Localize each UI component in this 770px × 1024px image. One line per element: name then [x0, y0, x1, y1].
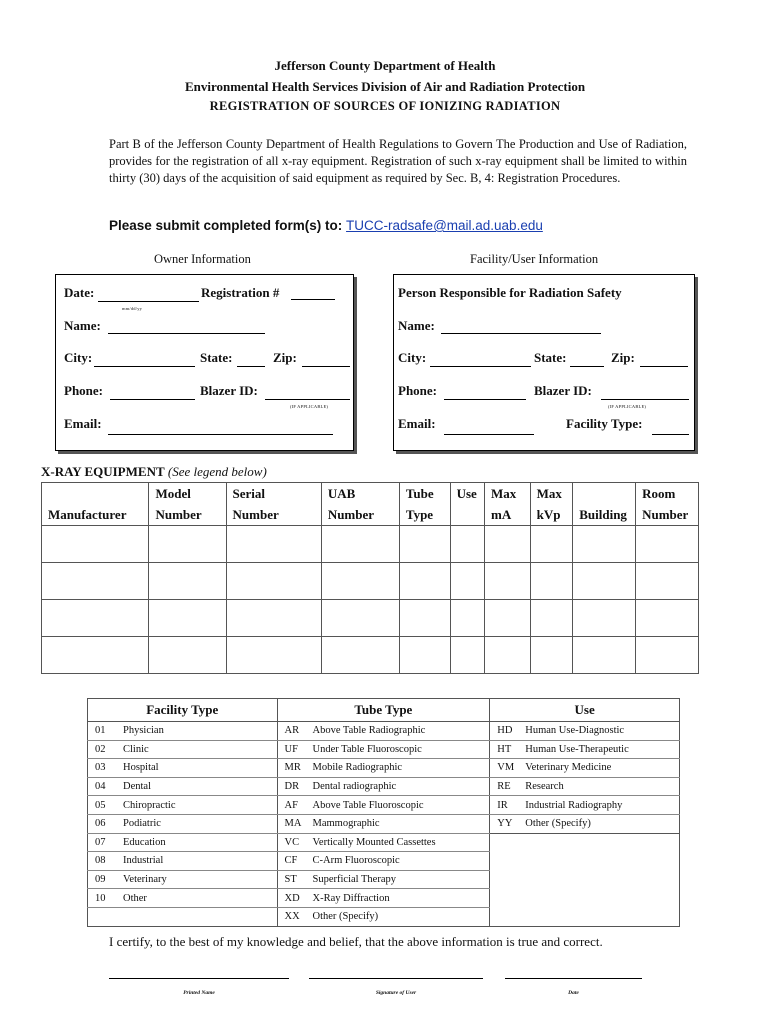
legend-code: 09 [95, 874, 106, 886]
legend-use-cell [490, 740, 680, 759]
legend-code: XX [284, 911, 300, 923]
equipment-cell[interactable] [636, 526, 699, 563]
legend-code: 07 [95, 836, 106, 848]
legend-label: Other (Specify) [312, 911, 379, 923]
facility-zip-field[interactable] [640, 366, 688, 367]
legend-label: Education [123, 836, 166, 848]
col-max-kvp: Max kVp [530, 483, 573, 526]
owner-phone-label: Phone: [64, 383, 103, 398]
facility-phone-label: Phone: [398, 383, 437, 398]
legend-label: Industrial Radiography [525, 799, 623, 811]
legend-use-cell [490, 852, 680, 871]
header-line-3: REGISTRATION OF SOURCES OF IONIZING RADIATION [209, 99, 561, 113]
legend-use-cell [490, 889, 680, 908]
legend-row [88, 722, 680, 741]
legend-label: Human Use-Therapeutic [525, 743, 629, 755]
intro-paragraph: Part B of the Jefferson County Department of Health Regulations to Govern The Production and Use of Radiation, provides for the registration of all x-ray equipment. Registration of such x-ray equipment shall be limited to within thirty (30) days of the acquisition of said equipment as required by Sec. B, 4: Registration Procedures. [109, 137, 687, 185]
legend-code: 03 [95, 762, 106, 774]
legend-code: 10 [95, 892, 106, 904]
submit-email-link[interactable]: TUCC-radsafe@mail.ad.uab.edu [346, 218, 543, 233]
col-serial-number: Serial Number [226, 483, 321, 526]
legend-label: Dental radiographic [312, 781, 397, 793]
equipment-cell[interactable] [530, 526, 573, 563]
legend-body [88, 722, 680, 927]
legend-label: Industrial [123, 855, 164, 867]
equipment-cell[interactable] [450, 563, 484, 600]
legend-code: 04 [95, 781, 106, 793]
submit-label: Please submit completed form(s) to [109, 218, 338, 233]
owner-city-label: City: [64, 350, 93, 365]
facility-info-title: Facility/User Information [470, 252, 599, 266]
signature-label: Signature of User [375, 990, 417, 996]
legend-row [88, 814, 680, 833]
equipment-table [41, 482, 699, 674]
owner-date-hint: mm/dd/yy [122, 306, 143, 311]
equipment-cell[interactable] [485, 563, 531, 600]
owner-registration-label: Registration # [201, 285, 280, 300]
legend-label: Hospital [123, 762, 159, 774]
equipment-cell[interactable] [450, 526, 484, 563]
legend-label: Dental [123, 781, 151, 793]
legend-tube-type-cell [277, 759, 490, 778]
legend-label: Research [525, 781, 564, 793]
col-manufacturer: Manufacturer [42, 483, 149, 526]
equipment-cell[interactable] [149, 526, 226, 563]
legend-tube-type-cell [277, 740, 490, 759]
col-room-number: Room Number [636, 483, 699, 526]
legend-header-tube-type: Tube Type [277, 699, 490, 722]
legend-code: VM [497, 762, 515, 774]
equipment-cell[interactable] [226, 563, 321, 600]
col-building: Building [573, 483, 636, 526]
legend-tube-type-cell [277, 722, 490, 741]
legend-code: UF [284, 743, 298, 755]
facility-name-label: Name: [398, 318, 435, 333]
facility-city-label: City: [398, 350, 427, 365]
legend-code: AR [284, 725, 300, 737]
facility-blazer-field[interactable] [601, 399, 689, 400]
legend-code: MA [284, 818, 302, 830]
legend-use-cell [490, 833, 680, 852]
legend-code: HT [497, 743, 512, 755]
legend-row [88, 870, 680, 889]
facility-info-box [393, 274, 695, 451]
legend-tube-type-cell [277, 852, 490, 871]
legend-label: Mammographic [312, 818, 380, 830]
equipment-cell[interactable] [450, 600, 484, 637]
legend-code: 06 [95, 818, 106, 830]
equipment-cell[interactable] [636, 637, 699, 674]
legend-label: Veterinary Medicine [525, 762, 612, 774]
legend-tube-type-cell [277, 870, 490, 889]
legend-code: 05 [95, 799, 106, 811]
facility-type-label: Facility Type: [566, 416, 643, 431]
owner-date-field[interactable] [98, 301, 199, 302]
legend-label: Mobile Radiographic [312, 762, 403, 774]
legend-row [88, 833, 680, 852]
legend-code: ST [284, 874, 297, 886]
owner-blazer-label: Blazer ID: [200, 383, 258, 398]
owner-name-field[interactable] [108, 333, 265, 334]
legend-row [88, 907, 680, 926]
owner-registration-field[interactable] [291, 299, 335, 300]
facility-zip-label: Zip: [611, 350, 635, 365]
legend-label: Podiatric [123, 818, 161, 830]
owner-zip-field[interactable] [302, 366, 350, 367]
owner-zip-label: Zip: [273, 350, 297, 365]
equipment-cell[interactable] [42, 637, 149, 674]
legend-use-cell [490, 759, 680, 778]
legend-tube-type-cell [277, 796, 490, 815]
legend-use-cell [490, 796, 680, 815]
equipment-cell[interactable] [42, 526, 149, 563]
legend-facility-type-cell [88, 870, 278, 889]
legend-use-cell [490, 777, 680, 796]
legend-label: Under Table Fluoroscopic [312, 743, 422, 755]
equipment-cell[interactable] [399, 600, 450, 637]
legend-header-facility-type: Facility Type [88, 699, 278, 722]
legend-facility-type-cell [88, 814, 278, 833]
equipment-cell[interactable] [399, 563, 450, 600]
legend-code: XD [284, 892, 300, 904]
equipment-cell[interactable] [485, 637, 531, 674]
equipment-cell[interactable] [149, 600, 226, 637]
facility-state-label: State: [534, 350, 567, 365]
owner-name-label: Name: [64, 318, 101, 333]
legend-label: Above Table Radiographic [312, 725, 426, 737]
legend-code: MR [284, 762, 301, 774]
legend-tube-type-cell [277, 814, 490, 833]
legend-facility-type-cell [88, 740, 278, 759]
equipment-cell[interactable] [573, 637, 636, 674]
col-tube-type: Tube Type [399, 483, 450, 526]
legend-tube-type-cell [277, 907, 490, 926]
facility-state-field[interactable] [570, 366, 604, 367]
equipment-cell[interactable] [485, 526, 531, 563]
legend-label: Clinic [123, 743, 149, 755]
printed-name-field[interactable] [109, 978, 289, 979]
legend-tube-type-cell [277, 833, 490, 852]
equipment-cell[interactable] [573, 600, 636, 637]
equipment-cell[interactable] [149, 563, 226, 600]
facility-city-field[interactable] [430, 366, 531, 367]
equipment-cell[interactable] [149, 637, 226, 674]
equipment-row [42, 600, 699, 637]
legend-row [88, 740, 680, 759]
facility-email-label: Email: [398, 416, 436, 431]
legend-use-cell [490, 722, 680, 741]
date-label: Date [568, 990, 579, 996]
equipment-cell[interactable] [485, 600, 531, 637]
equipment-cell[interactable] [321, 600, 399, 637]
equipment-row [42, 637, 699, 674]
legend-use-cell [490, 907, 680, 926]
legend-use-cell [490, 870, 680, 889]
date-field[interactable] [505, 978, 642, 979]
printed-name-label: Printed Name [183, 990, 215, 996]
equipment-row [42, 563, 699, 600]
legend-facility-type-cell [88, 833, 278, 852]
legend-row [88, 796, 680, 815]
equipment-header-row [42, 483, 699, 526]
equipment-title: X-RAY EQUIPMENT (See legend below) [41, 464, 267, 479]
owner-date-label: Date: [64, 285, 95, 300]
equipment-cell[interactable] [226, 637, 321, 674]
facility-if-applicable: (IF APPLICABLE) [608, 404, 647, 409]
legend-code: 08 [95, 855, 106, 867]
legend-code: DR [284, 781, 300, 793]
legend-label: Chiropractic [123, 799, 176, 811]
equipment-cell[interactable] [321, 526, 399, 563]
equipment-cell[interactable] [42, 563, 149, 600]
owner-state-field[interactable] [237, 366, 265, 367]
owner-if-applicable: (IF APPLICABLE) [290, 404, 329, 409]
owner-email-label: Email: [64, 416, 102, 431]
equipment-cell[interactable] [226, 526, 321, 563]
legend-row [88, 759, 680, 778]
facility-type-field[interactable] [652, 434, 689, 435]
equipment-cell[interactable] [530, 563, 573, 600]
legend-tube-type-cell [277, 777, 490, 796]
legend-code: RE [497, 781, 511, 793]
col-use: Use [450, 483, 484, 526]
equipment-cell[interactable] [42, 600, 149, 637]
legend-label: Veterinary [123, 874, 167, 886]
legend-facility-type-cell [88, 722, 278, 741]
signature-field[interactable] [309, 978, 483, 979]
equipment-cell[interactable] [226, 600, 321, 637]
equipment-cell[interactable] [573, 563, 636, 600]
legend-code: CF [284, 855, 298, 867]
legend-use-cell [490, 814, 680, 833]
legend-label: C-Arm Fluoroscopic [312, 855, 400, 867]
legend-code: VC [284, 836, 300, 848]
legend-tube-type-cell [277, 889, 490, 908]
legend-label: X-Ray Diffraction [312, 892, 390, 904]
legend-code: AF [284, 799, 298, 811]
owner-state-label: State: [200, 350, 233, 365]
legend-code: YY [497, 818, 513, 830]
legend-code: 01 [95, 725, 106, 737]
legend-label: Human Use-Diagnostic [525, 725, 625, 737]
legend-header-use: Use [490, 699, 680, 722]
owner-blazer-field[interactable] [265, 399, 350, 400]
col-max-ma: Max mA [485, 483, 531, 526]
legend-facility-type-cell [88, 852, 278, 871]
submit-instruction: Please submit completed form(s) to: TUCC-radsafe@mail.ad.uab.edu [109, 218, 543, 233]
certify-statement: I certify, to the best of my knowledge and belief, that the above information is true and correct. [109, 934, 603, 949]
equipment-cell[interactable] [573, 526, 636, 563]
equipment-row [42, 526, 699, 563]
legend-label: Other [123, 892, 147, 904]
legend-row [88, 777, 680, 796]
owner-info-title: Owner Information [154, 252, 251, 266]
legend-label: Vertically Mounted Cassettes [312, 836, 436, 848]
legend-code: HD [497, 725, 513, 737]
legend-facility-type-cell [88, 796, 278, 815]
facility-phone-field[interactable] [444, 399, 526, 400]
legend-row [88, 889, 680, 908]
legend-label: Above Table Fluoroscopic [312, 799, 424, 811]
equipment-body [42, 526, 699, 674]
facility-email-field[interactable] [444, 434, 534, 435]
legend-label: Superficial Therapy [312, 874, 396, 886]
equipment-cell[interactable] [530, 637, 573, 674]
equipment-cell[interactable] [321, 563, 399, 600]
legend-code: 02 [95, 743, 106, 755]
facility-name-field[interactable] [441, 333, 601, 334]
equipment-cell[interactable] [399, 637, 450, 674]
owner-info-box [55, 274, 354, 451]
legend-facility-type-cell [88, 759, 278, 778]
col-model-number: Model Number [149, 483, 226, 526]
legend-code: IR [497, 799, 508, 811]
equipment-cell[interactable] [321, 637, 399, 674]
legend-label: Other (Specify) [525, 818, 591, 830]
header-line-2: Environmental Health Services Division of Air and Radiation Protection [184, 79, 586, 94]
legend-facility-type-cell [88, 889, 278, 908]
legend-row [88, 852, 680, 871]
equipment-cell[interactable] [636, 600, 699, 637]
facility-person-label: Person Responsible for Radiation Safety [398, 285, 622, 300]
equipment-cell[interactable] [530, 600, 573, 637]
legend-facility-type-cell [88, 907, 278, 926]
header-line-1: Jefferson County Department of Health [274, 58, 496, 73]
legend-table [87, 698, 680, 927]
equipment-cell[interactable] [399, 526, 450, 563]
legend-label: Physician [123, 725, 164, 737]
equipment-cell[interactable] [636, 563, 699, 600]
facility-blazer-label: Blazer ID: [534, 383, 592, 398]
col-uab-number: UAB Number [321, 483, 399, 526]
equipment-cell[interactable] [450, 637, 484, 674]
legend-facility-type-cell [88, 777, 278, 796]
owner-phone-field[interactable] [110, 399, 195, 400]
owner-city-field[interactable] [94, 366, 195, 367]
owner-email-field[interactable] [108, 434, 333, 435]
